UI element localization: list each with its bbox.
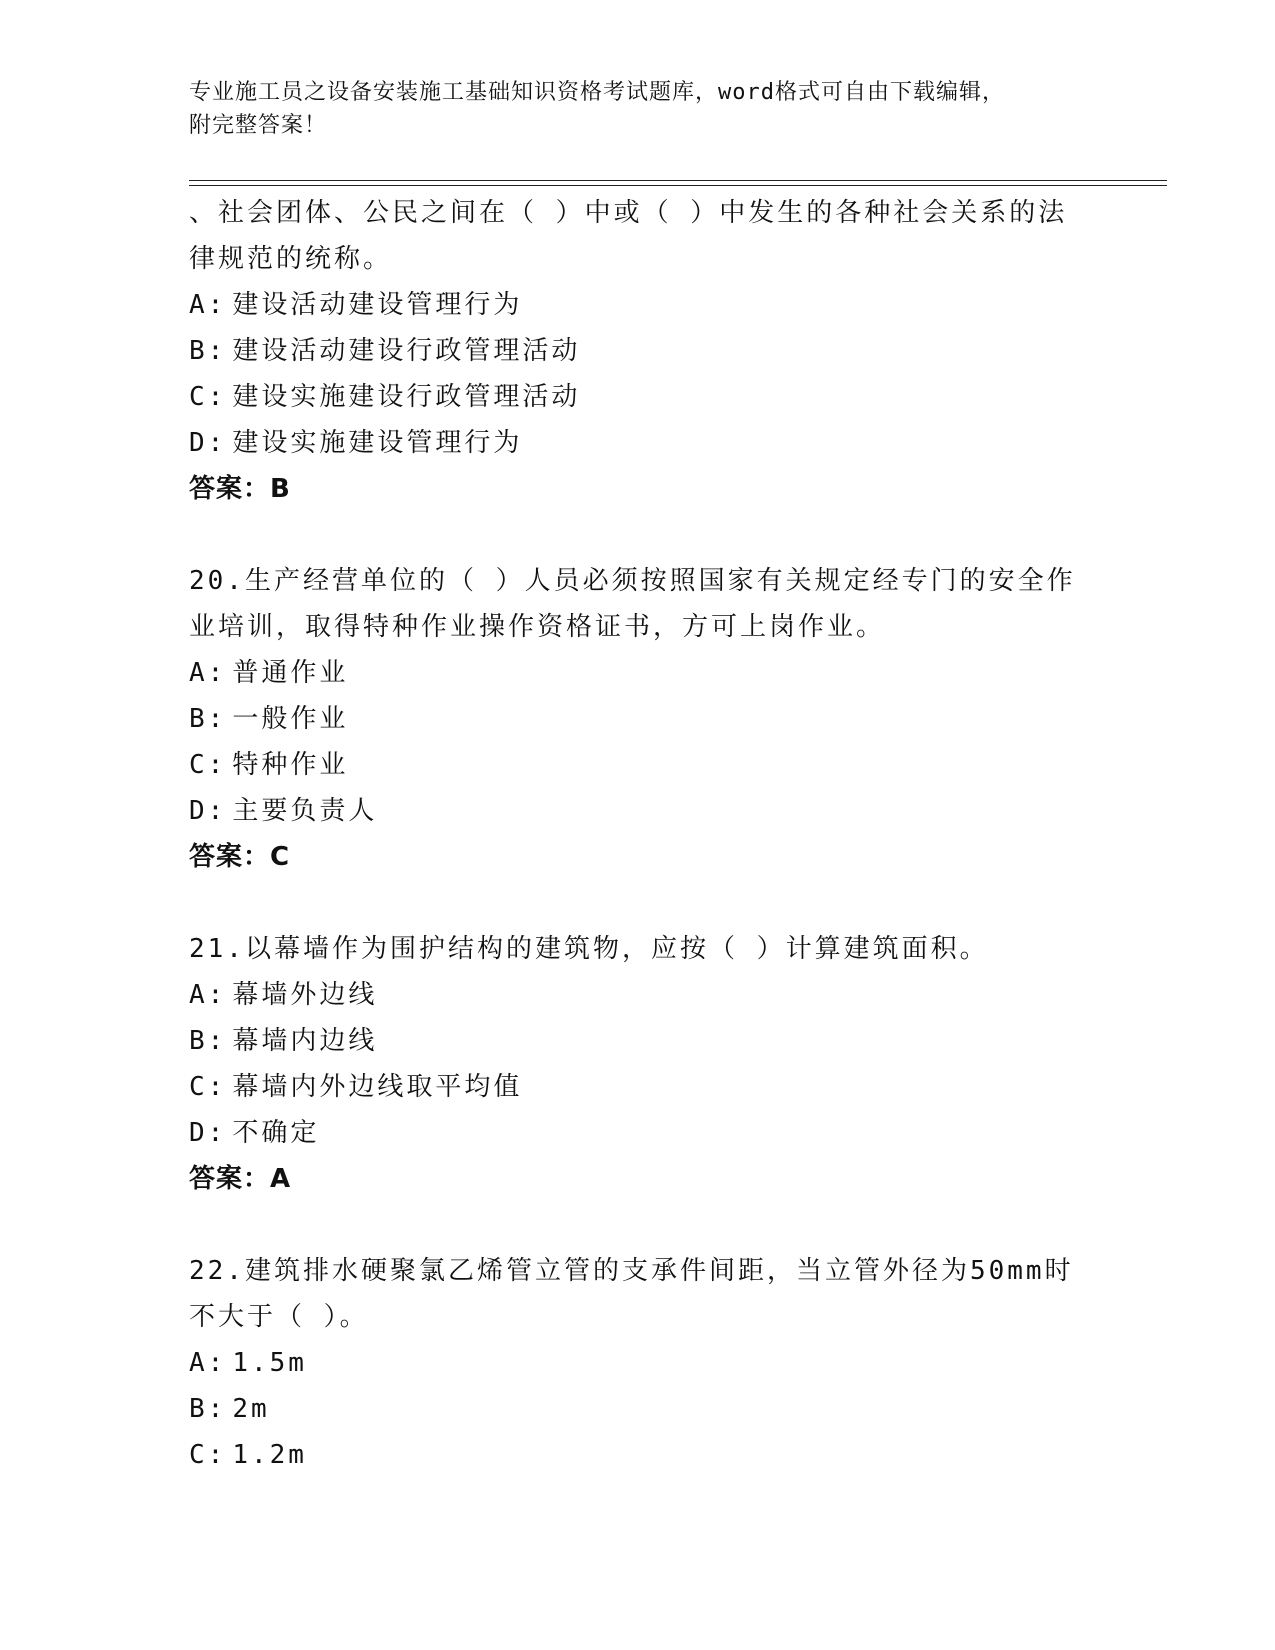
answer: 答案：C: [189, 842, 291, 872]
option-text: 幕墙内外边线取平均值: [232, 1072, 523, 1102]
option-text: 普通作业: [232, 658, 349, 688]
header-divider-bottom: [189, 185, 1167, 186]
spacer: [189, 512, 1069, 558]
option-text: 主要负责人: [232, 796, 378, 826]
option-text: 建设活动建设行政管理活动: [232, 336, 581, 366]
option-a: [189, 650, 1069, 696]
spacer: [189, 880, 1069, 926]
option-key: A:: [189, 980, 227, 1010]
option-text: 幕墙内边线: [232, 1026, 378, 1056]
question-22: [189, 1248, 1074, 1478]
question-stem: 20.生产经营单位的（ ）人员必须按照国家有关规定经专门的安全作: [189, 566, 1076, 596]
option-a: [189, 282, 1069, 328]
question-21: [189, 926, 1069, 1202]
question-stem: 不大于（ ）。: [189, 1302, 369, 1332]
option-key: B:: [189, 1026, 227, 1056]
question-stem: 业培训，取得特种作业操作资格证书，方可上岗作业。: [189, 612, 886, 642]
option-text: 幕墙外边线: [232, 980, 378, 1010]
option-key: C:: [189, 1440, 227, 1470]
option-key: D:: [189, 428, 227, 458]
question-20: [189, 558, 1076, 880]
option-text: 特种作业: [232, 750, 349, 780]
option-key: D:: [189, 1118, 227, 1148]
question-stem: 律规范的统称。: [189, 244, 393, 274]
option-b: [189, 328, 1069, 374]
option-c: [189, 374, 1069, 420]
option-text: 建设活动建设管理行为: [232, 290, 523, 320]
option-b: [189, 696, 1069, 742]
option-c: [189, 1432, 1069, 1478]
header-line-1: 专业施工员之设备安装施工基础知识资格考试题库，word格式可自由下载编辑，: [189, 80, 1005, 105]
option-key: C:: [189, 1072, 227, 1102]
option-d: [189, 420, 1069, 466]
header-divider-top: [189, 180, 1167, 181]
option-key: B:: [189, 336, 227, 366]
question-list: [189, 190, 1076, 1478]
option-key: C:: [189, 382, 227, 412]
option-a: [189, 1340, 1069, 1386]
question-19: [189, 190, 1069, 512]
option-c: [189, 742, 1069, 788]
option-text: 一般作业: [232, 704, 349, 734]
option-key: A:: [189, 290, 227, 320]
option-key: B:: [189, 704, 227, 734]
option-c: [189, 1064, 1069, 1110]
option-text: 1.5m: [232, 1348, 307, 1378]
option-key: A:: [189, 658, 227, 688]
spacer: [189, 1202, 1069, 1248]
option-b: [189, 1386, 1069, 1432]
option-d: [189, 1110, 1069, 1156]
option-text: 不确定: [232, 1118, 320, 1148]
option-key: B:: [189, 1394, 227, 1424]
option-text: 2m: [232, 1394, 270, 1424]
option-text: 建设实施建设行政管理活动: [232, 382, 581, 412]
option-text: 1.2m: [232, 1440, 307, 1470]
question-stem: 21.以幕墙作为围护结构的建筑物，应按（ ）计算建筑面积。: [189, 934, 989, 964]
option-key: A:: [189, 1348, 227, 1378]
header-line-2: 附完整答案！: [189, 113, 328, 138]
option-b: [189, 1018, 1069, 1064]
option-key: C:: [189, 750, 227, 780]
question-stem: 、社会团体、公民之间在（ ）中或（ ）中发生的各种社会关系的法: [189, 198, 1068, 228]
answer: 答案：B: [189, 474, 291, 504]
option-a: [189, 972, 1069, 1018]
option-text: 建设实施建设管理行为: [232, 428, 523, 458]
document-header: [189, 76, 1069, 142]
option-d: [189, 788, 1069, 834]
option-key: D:: [189, 796, 227, 826]
question-stem: 22.建筑排水硬聚氯乙烯管立管的支承件间距，当立管外径为50mm时: [189, 1256, 1074, 1286]
answer: 答案：A: [189, 1164, 292, 1194]
